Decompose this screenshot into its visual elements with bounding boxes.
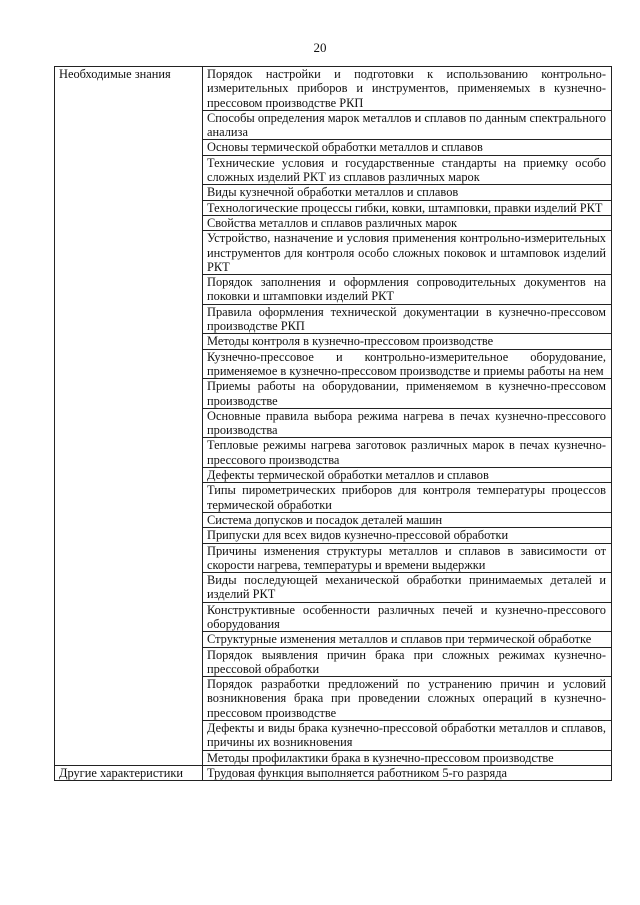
- requirement-item: Технологические процессы гибки, ковки, штамповки, правки изделий РКТ: [203, 200, 612, 215]
- requirement-item: Система допусков и посадок деталей машин: [203, 512, 612, 527]
- section-label: Необходимые знания: [55, 67, 203, 766]
- requirement-item: Правила оформления технической документации в кузнечно-прессовом производстве РКП: [203, 304, 612, 334]
- requirement-item: Виды кузнечной обработки металлов и сплавов: [203, 185, 612, 200]
- requirement-item: Типы пирометрических приборов для контроля температуры процессов термической обработки: [203, 483, 612, 513]
- requirement-item: Основные правила выбора режима нагрева в печах кузнечно-прессового производства: [203, 408, 612, 438]
- requirement-item: Дефекты и виды брака кузнечно-прессовой обработки металлов и сплавов, причины их возникновения: [203, 721, 612, 751]
- requirement-item: Конструктивные особенности различных печей и кузнечно-прессового оборудования: [203, 602, 612, 632]
- requirement-item: Дефекты термической обработки металлов и сплавов: [203, 468, 612, 483]
- requirement-item: Структурные изменения металлов и сплавов при термической обработке: [203, 632, 612, 647]
- table-row: [55, 67, 612, 111]
- requirement-item: Трудовая функция выполняется работником 5-го разряда: [203, 765, 612, 780]
- requirement-item: Методы профилактики брака в кузнечно-прессовом производстве: [203, 750, 612, 765]
- requirement-item: Основы термической обработки металлов и сплавов: [203, 140, 612, 155]
- requirement-item: Порядок выявления причин брака при сложных режимах кузнечно-прессовой обработки: [203, 647, 612, 677]
- requirement-item: Методы контроля в кузнечно-прессовом производстве: [203, 334, 612, 349]
- table-row: [55, 765, 612, 780]
- requirement-item: Причины изменения структуры металлов и сплавов в зависимости от скорости нагрева, температуры и времени выдержки: [203, 543, 612, 573]
- requirement-item: Способы определения марок металлов и сплавов по данным спектрального анализа: [203, 110, 612, 140]
- requirement-item: Устройство, назначение и условия применения контрольно-измерительных инструментов для контроля особо сложных поковок и штамповок изделий РКТ: [203, 231, 612, 275]
- requirement-item: Кузнечно-прессовое и контрольно-измерительное оборудование, применяемое в кузнечно-прессовом производстве и приемы работы на нем: [203, 349, 612, 379]
- requirement-item: Порядок настройки и подготовки к использованию контрольно-измерительных приборов и инструментов, применяемых в кузнечно-прессовом производстве РКП: [203, 67, 612, 111]
- requirement-item: Порядок разработки предложений по устранению причин и условий возникновения брака при проведении сложных операций в кузнечно-прессовом производстве: [203, 677, 612, 721]
- requirement-item: Приемы работы на оборудовании, применяемом в кузнечно-прессовом производстве: [203, 379, 612, 409]
- requirement-item: Технические условия и государственные стандарты на приемку особо сложных изделий РКТ из сплавов различных марок: [203, 155, 612, 185]
- knowledge-table: [54, 66, 612, 781]
- page-number: 20: [313, 40, 327, 55]
- requirement-item: Припуски для всех видов кузнечно-прессовой обработки: [203, 528, 612, 543]
- section-label: Другие характеристики: [55, 765, 203, 780]
- requirement-item: Тепловые режимы нагрева заготовок различных марок в печах кузнечно-прессового производства: [203, 438, 612, 468]
- requirement-item: Порядок заполнения и оформления сопроводительных документов на поковки и штамповки изделий РКТ: [203, 275, 612, 305]
- requirement-item: Виды последующей механической обработки принимаемых деталей и изделий РКТ: [203, 573, 612, 603]
- requirement-item: Свойства металлов и сплавов различных марок: [203, 215, 612, 230]
